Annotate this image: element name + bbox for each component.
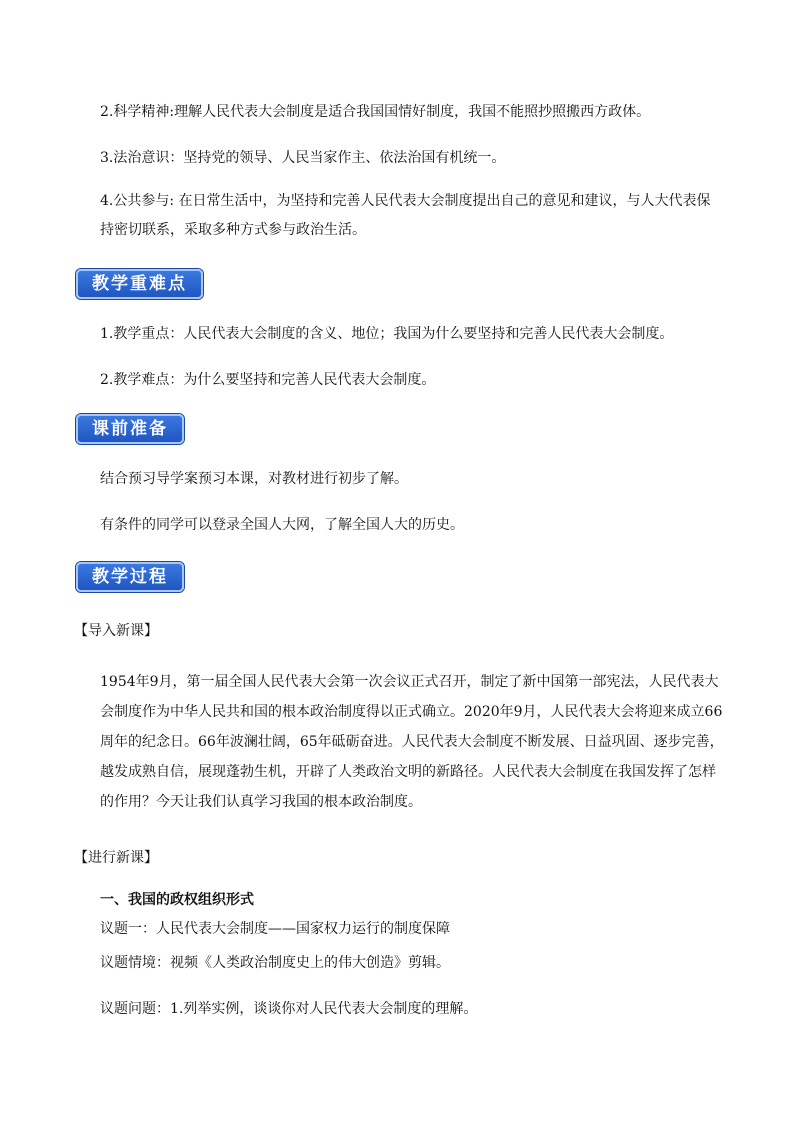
topic-1: 议题一：人民代表大会制度——国家权力运行的制度保障 <box>100 921 450 937</box>
key-points-heading-badge: 教学重难点 <box>76 269 203 299</box>
objective-public-participation: 4.公共参与: 在日常生活中，为坚持和完善人民代表大会制度提出自己的意见和建议，与人大代表保持密切联系，采取多种方式参与政治生活。 <box>100 193 711 238</box>
objective-rule-of-law: 3.法治意识：坚持党的领导、人民当家作主、依法治国有机统一。 <box>100 150 506 166</box>
objective-science-spirit: 2.科学精神:理解人民代表大会制度是适合我国国情好制度，我国不能照抄照搬西方政体。 <box>100 104 651 120</box>
topic-situation: 议题情境：视频《人类政治制度史上的伟大创造》剪辑。 <box>100 955 450 971</box>
intro-paragraph: 1954年9月，第一届全国人民代表大会第一次会议正式召开，制定了新中国第一部宪法，人民代表大会制度作为中华人民共和国的根本政治制度得以正式确立。2020年9月，人民代表大会将迎来成立66周年的纪念日。66年波澜壮阔，65年砥砺奋进。人民代表大会制度不断发展、日益巩固、逐步完善，越发成熟自信，展现蓬勃生机，开辟了人类政治文明的新路径。人民代表大会制度在我国发挥了怎样的作用？今天让我们认真学习我国的根本政治制度。 <box>100 674 724 810</box>
process-heading-badge: 教学过程 <box>76 562 184 592</box>
teaching-focus: 1.教学重点：人民代表大会制度的含义、地位；我国为什么要坚持和完善人民代表大会制度。 <box>100 326 674 342</box>
new-lesson-label: 【进行新课】 <box>74 850 158 866</box>
section-1-title: 一、我国的政权组织形式 <box>100 892 254 908</box>
intro-label: 【导入新课】 <box>74 623 158 639</box>
teaching-difficulty: 2.教学难点：为什么要坚持和完善人民代表大会制度。 <box>100 372 436 388</box>
preparation-heading-badge: 课前准备 <box>76 414 184 444</box>
preparation-line-2: 有条件的同学可以登录全国人大网，了解全国人大的历史。 <box>100 517 464 533</box>
preparation-line-1: 结合预习导学案预习本课，对教材进行初步了解。 <box>100 471 408 487</box>
topic-question: 议题问题：1.列举实例，谈谈你对人民代表大会制度的理解。 <box>100 1001 478 1017</box>
